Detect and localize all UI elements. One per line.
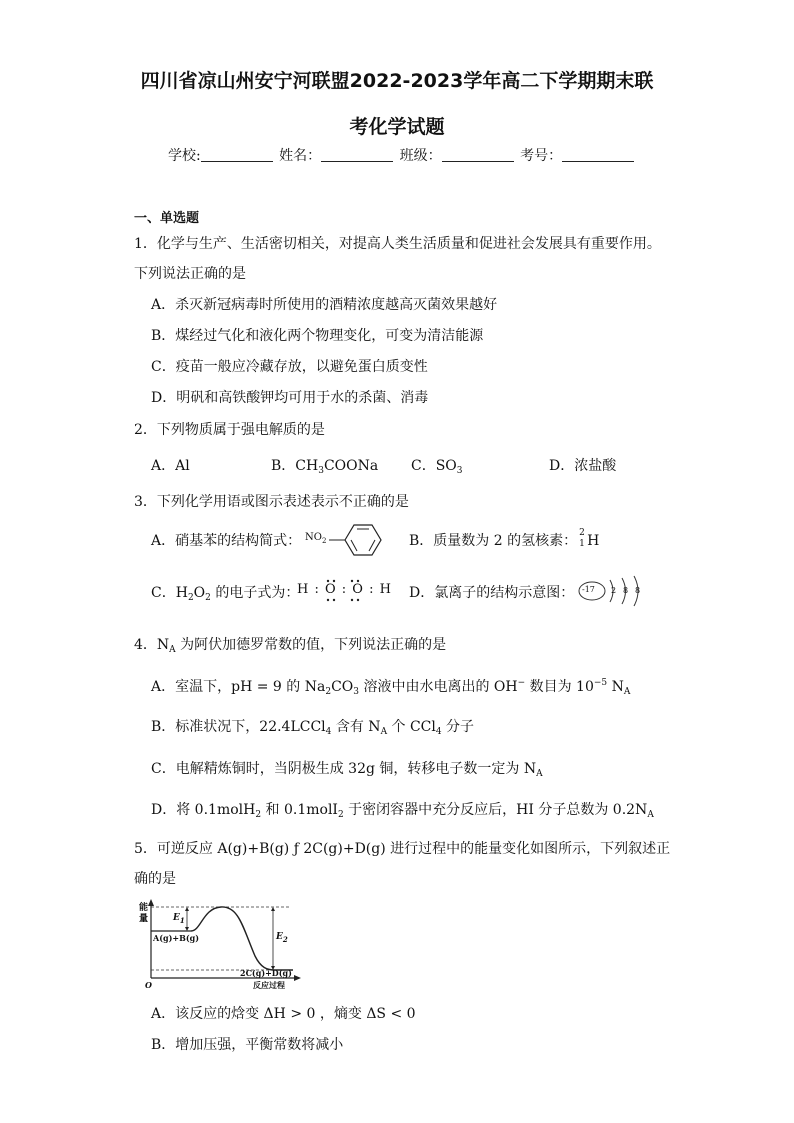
e1-sub: 1 — [179, 916, 185, 925]
q4-d-1: D．将 0.1molH — [151, 802, 256, 818]
origin-label: O — [145, 980, 152, 990]
nucleus-charge: -17 — [582, 585, 595, 594]
q3-option-c — [151, 582, 299, 603]
q3-c-h: H — [175, 585, 188, 601]
q4-b-s2: A — [380, 727, 388, 737]
q4-a-s1: 2 — [325, 687, 332, 697]
benzene-ring-icon — [327, 522, 387, 558]
energy-diagram — [139, 898, 303, 990]
q4-d-s3: A — [647, 810, 654, 820]
q1-option-c: C．疫苗一般应冷藏存放，以避免蛋白质变性 — [151, 359, 428, 375]
q3-c-sub1: 2 — [187, 593, 194, 603]
q4-c-s1: A — [536, 769, 543, 779]
q3-c-sub2: 2 — [205, 593, 211, 603]
q2-b-formula-b: COONa — [323, 458, 379, 474]
reactants-label: A(g)+B(g) — [153, 933, 199, 943]
q2-c-sub: 3 — [456, 466, 463, 476]
q3-b-text: B．质量数为 2 的氢核素： — [409, 533, 578, 549]
q4-option-b — [151, 716, 474, 737]
page-title-line1: 四川省凉山州安宁河联盟2022-2023学年高二下学期期末联 — [140, 70, 654, 92]
q4-a-s3: A — [623, 687, 631, 697]
q1-option-a: A．杀灭新冠病毒时所使用的酒精浓度越高灭菌效果越好 — [151, 297, 498, 313]
hydrogen-isotope — [577, 528, 587, 549]
q5-option-a: A．该反应的焓变 ΔH > 0 ，熵变 ΔS < 0 — [151, 1006, 416, 1022]
q4-a-5: N — [607, 679, 624, 695]
nitro-group-label — [305, 532, 326, 545]
q4-d-3: 于密闭容器中充分反应后，HI 分子总数为 0.2N — [343, 802, 648, 818]
q1-stem-line1: 1．化学与生产、生活密切相关，对提高人类生活质量和促进社会发展具有重要作用。 — [134, 236, 661, 252]
e1-letter: E — [173, 913, 180, 923]
isotope-symbol: H — [587, 533, 600, 549]
x-axis-label: 反应过程 — [253, 980, 285, 990]
student-info-line — [168, 145, 636, 165]
q4-d-s2: 2 — [337, 810, 344, 820]
q4-na: N — [156, 637, 170, 653]
e2-letter: E — [276, 932, 283, 942]
q3-c-o: O — [193, 585, 206, 601]
q3-c-prefix: C． — [151, 585, 176, 601]
q2-stem: 2．下列物质属于强电解质的是 — [134, 422, 325, 438]
q4-na-sub: A — [169, 645, 176, 655]
products-label: 2C(g)+D(g) — [240, 968, 292, 978]
q1-stem-line2: 下列说法正确的是 — [134, 266, 246, 282]
number-blank[interactable] — [562, 147, 634, 162]
q2-option-a: A．Al — [151, 458, 190, 474]
q2-option-d: D．浓盐酸 — [549, 458, 617, 474]
y-axis-label-2: 量 — [139, 914, 149, 924]
q5-stem-line1: 5．可逆反应 A(g)+B(g) ƒ 2C(g)+D(g) 进行过程中的能量变化如图所示，下列叙述正 — [134, 841, 671, 857]
h2o2-electron-formula — [297, 576, 392, 604]
q4-a-3: 溶液中由水电离出的 OH — [359, 679, 518, 695]
isotope-mass: 2 — [579, 528, 585, 538]
q4-stem-text: 为阿伏加德罗常数的值，下列说法正确的是 — [175, 637, 447, 653]
shell-2-electrons: 8 — [623, 586, 629, 595]
q2-b-sub: 3 — [318, 466, 324, 476]
q4-option-c — [151, 758, 543, 779]
class-blank[interactable] — [442, 147, 514, 162]
nitrobenzene-structure — [305, 522, 387, 558]
number-label: 考号： — [520, 148, 563, 164]
q5-option-b: B．增加压强，平衡常数将减小 — [151, 1037, 344, 1053]
q2-option-b — [271, 455, 378, 476]
e2-sub: 2 — [282, 935, 288, 944]
isotope-atomic-number: 1 — [579, 539, 585, 549]
chloride-ion-structure — [578, 574, 642, 608]
q4-a-1: A．室温下，pH = 9 的 Na — [151, 679, 326, 695]
q4-b-s3: 4 — [435, 727, 442, 737]
e1-label — [173, 913, 185, 925]
q4-stem — [134, 634, 446, 655]
q4-b-2: 含有 N — [331, 719, 381, 735]
nitro-sub: 2 — [321, 537, 327, 545]
q3-option-b — [409, 530, 599, 550]
q2-option-c — [411, 455, 463, 476]
q4-d-s1: 2 — [255, 810, 262, 820]
school-blank[interactable] — [201, 147, 273, 162]
q4-b-3: 个 CCl — [387, 719, 436, 735]
class-label: 班级： — [399, 148, 442, 164]
q3-option-a: A．硝基苯的结构简式： — [151, 533, 302, 549]
shell-3-electrons: 8 — [635, 586, 641, 595]
q2-c-formula: SO — [435, 458, 457, 474]
q4-a-s2: 3 — [353, 687, 359, 697]
q3-option-d: D．氯离子的结构示意图： — [409, 585, 575, 601]
section-heading: 一、单选题 — [134, 211, 200, 226]
q5-stem-line2: 确的是 — [134, 871, 176, 887]
q4-a-4: 数目为 10 — [525, 679, 594, 695]
q4-c-1: C．电解精炼铜时，当阴极生成 32g 铜，转移电子数一定为 N — [151, 761, 537, 777]
shell-1-electrons: 2 — [611, 586, 617, 595]
nitro-no: NO — [305, 532, 322, 543]
q3-c-text: 的电子式为： — [210, 585, 300, 601]
q4-b-s1: 4 — [325, 727, 332, 737]
q3-stem: 3．下列化学用语或图示表述表示不正确的是 — [134, 494, 409, 510]
page-title-line2: 考化学试题 — [349, 116, 445, 138]
q4-number: 4． — [134, 637, 157, 653]
q4-a-sup2: −5 — [593, 678, 608, 688]
q1-option-d: D．明矾和高铁酸钾均可用于水的杀菌、消毒 — [151, 390, 429, 406]
y-axis-label-1: 能 — [139, 903, 149, 913]
electron-dots-icon — [297, 576, 385, 604]
q4-b-1: B．标准状况下，22.4LCCl — [151, 719, 326, 735]
q4-option-a — [151, 676, 630, 697]
q4-b-4: 分子 — [441, 719, 475, 735]
e2-label — [276, 932, 288, 944]
q2-c-prefix: C． — [411, 458, 436, 474]
q2-b-prefix: B． — [271, 458, 296, 474]
q2-b-formula-a: CH — [295, 458, 319, 474]
electron-formula-text: H : O : O : H — [297, 582, 392, 597]
q4-a-sup1: − — [517, 678, 526, 688]
school-label: 学校: — [168, 148, 201, 164]
q1-option-b: B．煤经过气化和液化两个物理变化，可变为清洁能源 — [151, 328, 484, 344]
q4-option-d — [151, 799, 654, 820]
q4-d-2: 和 0.1molI — [261, 802, 338, 818]
name-blank[interactable] — [321, 147, 393, 162]
name-label: 姓名： — [279, 148, 322, 164]
q4-a-2: CO — [331, 679, 354, 695]
